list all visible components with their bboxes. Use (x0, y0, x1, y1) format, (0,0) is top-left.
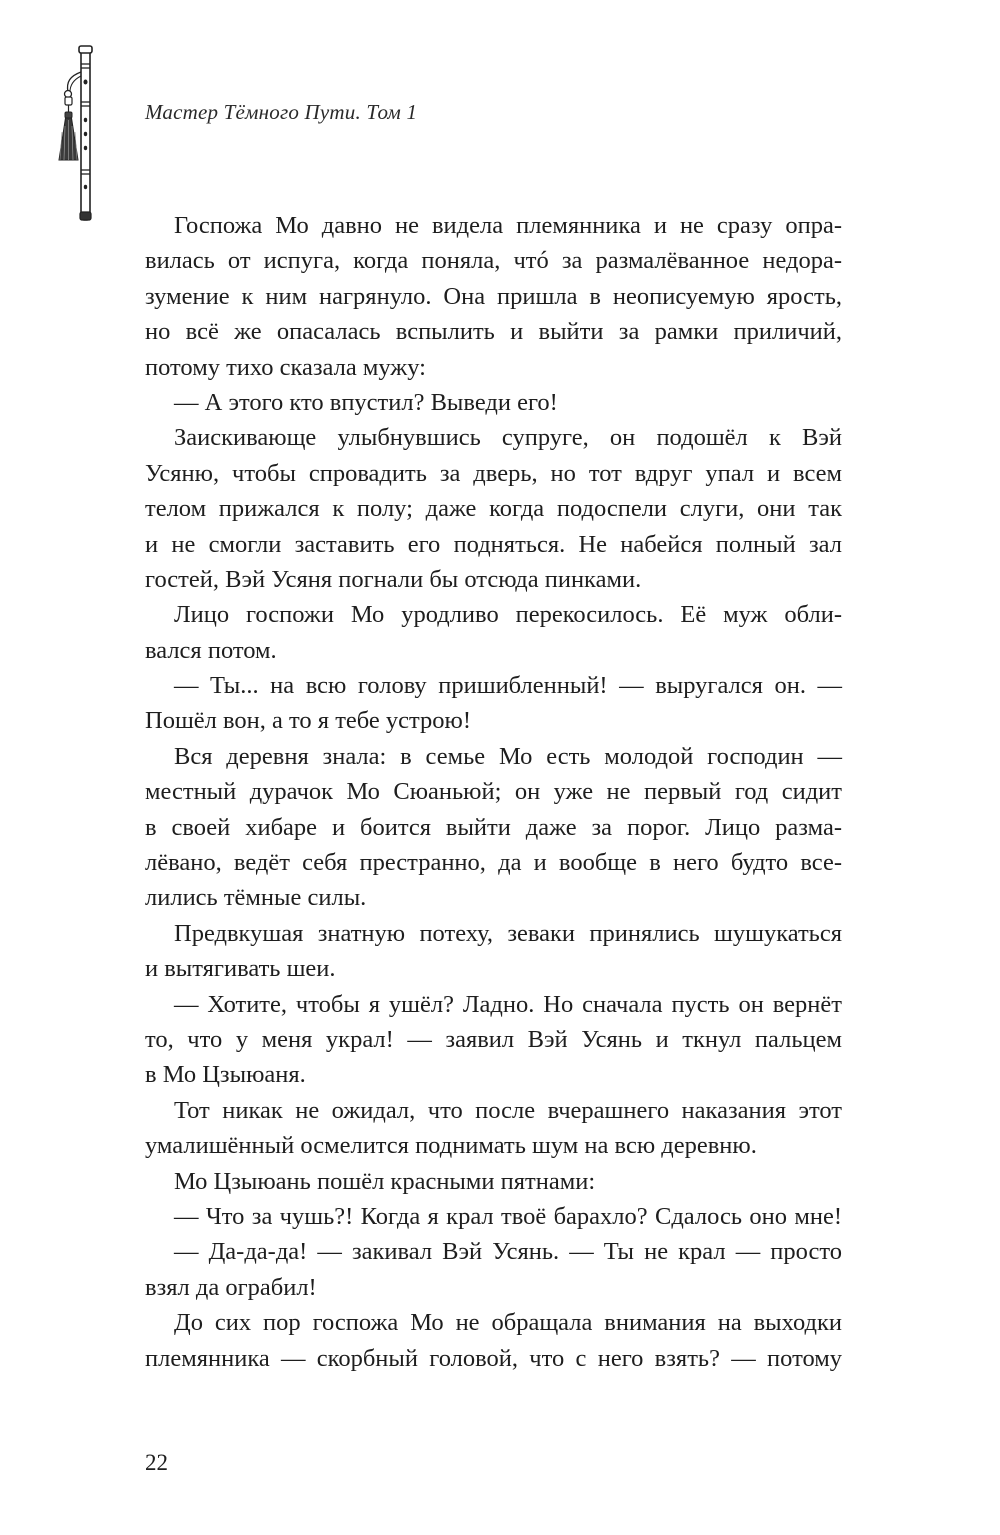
text-line: До сих пор госпожа Мо не обращала внимания на выходки (174, 1309, 842, 1337)
text-line: гостей, Вэй Усяня погнали бы отсюда пинками. (145, 565, 642, 593)
text-line: местный дурачок Мо Сюаньюй; он уже не первый год сидит (145, 778, 842, 806)
text-line: в Мо Цзыюаня. (145, 1061, 306, 1089)
text-line: вался потом. (145, 636, 277, 664)
text-line: Заискивающе улыбнувшись супруге, он подошёл к Вэй (174, 424, 842, 452)
text-line: то, что у меня украл! — заявил Вэй Усянь и ткнул пальцем (145, 1025, 842, 1053)
text-line: Усяню, чтобы спровадить за дверь, но тот вдруг упал и всем (145, 459, 842, 487)
flute-with-tassel-icon (40, 42, 110, 227)
text-line: вилась от испуга, когда поняла, чтó за размалёванное недора- (145, 247, 842, 275)
text-line: Вся деревня знала: в семье Мо есть молодой господин — (174, 742, 842, 770)
text-line: и не смогли заставить его подняться. Не набейся полный зал (145, 530, 842, 558)
text-line: зумение к ним нагрянуло. Она пришла в неописуемую ярость, (145, 282, 842, 310)
text-line: взял да ограбил! (145, 1273, 317, 1301)
text-line: лились тёмные силы. (145, 884, 367, 912)
text-line: но всё же опасалась вспылить и выйти за рамки приличий, (145, 318, 842, 346)
text-line: — Что за чушь?! Когда я крал твоё барахло? Сдалось оно мне! (174, 1202, 842, 1230)
text-line: в своей хибаре и боится выйти даже за порог. Лицо разма- (145, 813, 842, 841)
text-line: Предвкушая знатную потеху, зеваки принялись шушукаться (174, 919, 842, 947)
text-line: Лицо госпожи Мо уродливо перекосилось. Её муж обли- (174, 601, 842, 629)
text-line: Пошёл вон, а то я тебе устрою! (145, 707, 472, 735)
text-line: телом прижался к полу; даже когда подоспели слуги, они так (145, 495, 842, 523)
text-line: Мо Цзыюань пошёл красными пятнами: (174, 1167, 596, 1195)
text-line: лёвано, ведёт себя престранно, да и вообще в него будто все- (145, 849, 842, 877)
page-number: 22 (145, 1450, 168, 1475)
text-line: потому тихо сказала мужу: (145, 353, 426, 381)
running-title: Мастер Тёмного Пути. Том 1 (145, 100, 418, 124)
text-line: Тот никак не ожидал, что после вчерашнего наказания этот (174, 1096, 842, 1124)
body-text (145, 208, 842, 1376)
text-line: — Хотите, чтобы я ушёл? Ладно. Но сначала пусть он вернёт (174, 990, 842, 1018)
text-line: — А этого кто впустил? Выведи его! (174, 388, 558, 416)
text-line: — Да-да-да! — закивал Вэй Усянь. — Ты не крал — просто (174, 1238, 842, 1266)
text-line: — Ты... на всю голову пришибленный! — выругался он. — (174, 672, 842, 700)
text-line: умалишённый осмелится поднимать шум на всю деревню. (145, 1132, 757, 1160)
text-line: племянника — скорбный головой, что с него взять? — потому (145, 1344, 842, 1372)
text-line: Госпожа Мо давно не видела племянника и не сразу опра- (174, 212, 842, 239)
text-line: и вытягивать шеи. (145, 955, 336, 983)
